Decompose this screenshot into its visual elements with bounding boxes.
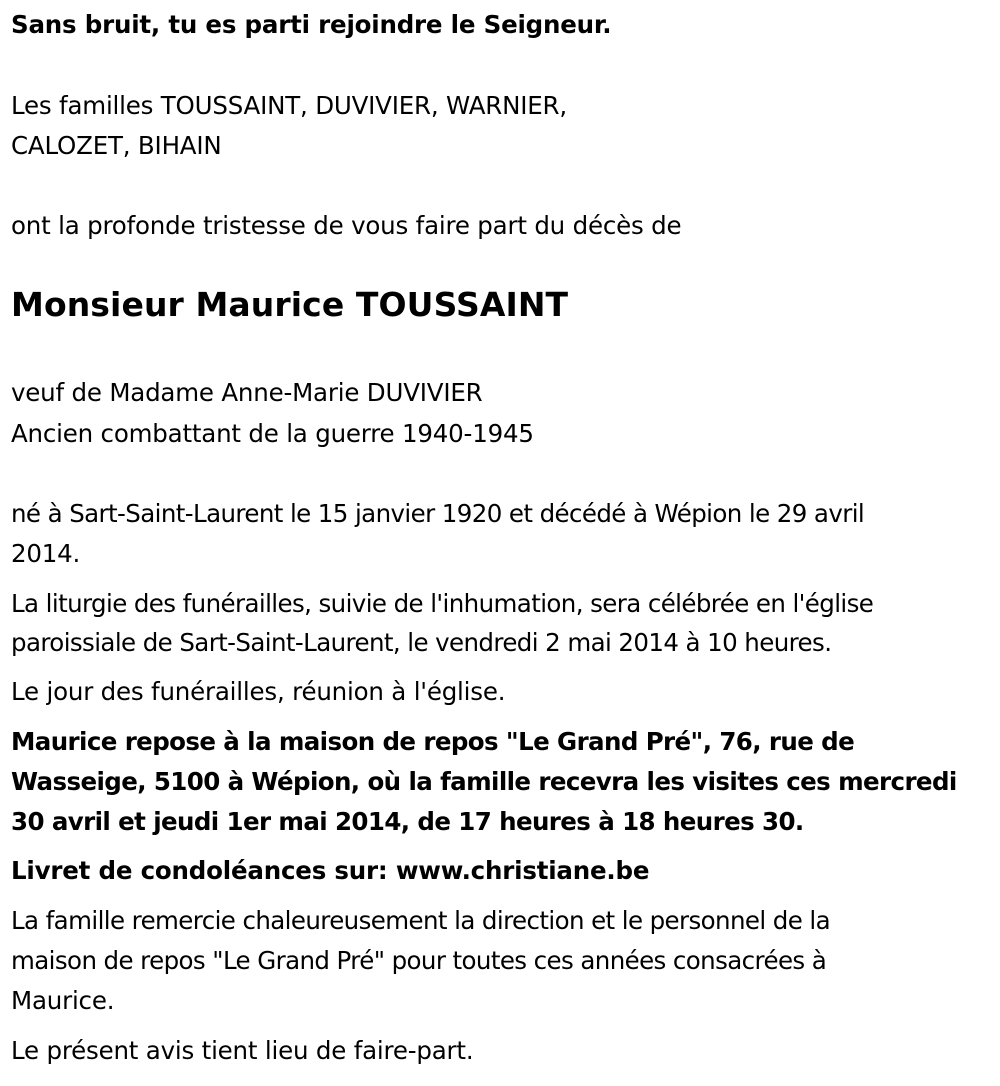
visitation-line-2: Wasseige, 5100 à Wépion, où la famille recevra les visites ces mercredi: [11, 767, 957, 796]
thanks-line-2: maison de repos "Le Grand Pré" pour toutes ces années consacrées à: [11, 946, 827, 975]
veteran-line: Ancien combattant de la guerre 1940-1945: [11, 419, 534, 448]
liturgy-line-2: paroissiale de Sart-Saint-Laurent, le vendredi 2 mai 2014 à 10 heures.: [11, 628, 832, 657]
families-line-1: Les familles TOUSSAINT, DUVIVIER, WARNIER,: [11, 91, 567, 120]
thanks-line-3: Maurice.: [11, 986, 115, 1015]
widower-line: veuf de Madame Anne-Marie DUVIVIER: [11, 378, 483, 407]
meeting-line: Le jour des funérailles, réunion à l'église.: [11, 677, 506, 706]
announcement-line: ont la profonde tristesse de vous faire part du décès de: [11, 211, 682, 240]
families-line-2: CALOZET, BIHAIN: [11, 131, 222, 160]
visitation-line-3: 30 avril et jeudi 1er mai 2014, de 17 heures à 18 heures 30.: [11, 807, 804, 836]
liturgy-line-1: La liturgie des funérailles, suivie de l'inhumation, sera célébrée en l'église: [11, 589, 874, 618]
birth-death-line-1: né à Sart-Saint-Laurent le 15 janvier 1920 et décédé à Wépion le 29 avril: [11, 499, 865, 528]
opening-line: Sans bruit, tu es parti rejoindre le Seigneur.: [11, 10, 612, 39]
condolences-line: Livret de condoléances sur: www.christiane.be: [11, 856, 650, 885]
visitation-line-1: Maurice repose à la maison de repos "Le Grand Pré", 76, rue de: [11, 727, 855, 756]
deceased-name: Monsieur Maurice TOUSSAINT: [11, 285, 569, 324]
birth-death-line-2: 2014.: [11, 539, 81, 568]
thanks-line-1: La famille remercie chaleureusement la direction et le personnel de la: [11, 906, 831, 935]
notice-line: Le présent avis tient lieu de faire-part.: [11, 1036, 474, 1065]
